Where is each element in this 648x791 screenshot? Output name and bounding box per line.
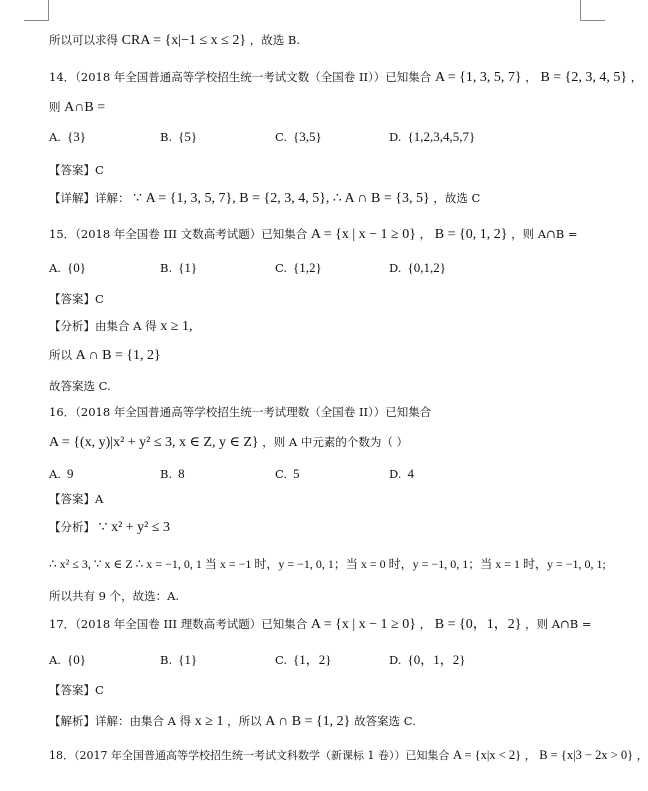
q16-option-a [49, 466, 73, 482]
formula: x ≥ 1, [160, 319, 193, 334]
option-letter: D. [389, 467, 402, 481]
option-value: 9 [66, 466, 74, 481]
formula: A = {x | x − 1 ≥ 0} [310, 227, 416, 242]
option-value: {5} [178, 129, 198, 144]
text: 18．（2017 年全国普通高等学校招生统一考试文科数学（新课标 1 卷））已知集合 [49, 749, 450, 762]
q16-conclusion [49, 588, 179, 604]
text: 16．（2018 年全国普通高等学校招生统一考试理数（全国卷 II））已知集合 [49, 405, 432, 419]
q15-option-c [275, 260, 322, 276]
text: ，则 A∩B = [511, 227, 578, 241]
q16-analysis [49, 519, 170, 536]
text: 则 [49, 100, 61, 114]
formula: B = {0, 1, 2} [434, 227, 508, 242]
option-value: {1,2,3,4,5,7} [407, 129, 476, 144]
q17-explanation [49, 713, 416, 730]
option-letter: A. [49, 467, 61, 481]
q17-option-a [49, 652, 86, 668]
formula: ∴ x² ≤ 3, ∵ x ∈ Z ∴ x = −1, 0, 1 当 x = −1 时，y = −1, 0, 1；当 x = 0 时，y = −1, 0, 1；当 x = 1 时，y = −1, 0, 1; [49, 557, 606, 571]
formula: x ≥ 1 [194, 714, 224, 729]
q17-answer [49, 682, 104, 698]
q15-answer [49, 291, 104, 307]
option-letter: D. [389, 130, 402, 144]
text: 【答案】C [49, 292, 104, 306]
q15-stem [49, 226, 577, 243]
option-value: 5 [293, 466, 300, 481]
prev-answer-line [49, 32, 300, 49]
text: 15．（2018 年全国卷 III 文数高考试题）已知集合 [49, 227, 308, 241]
formula: A = {(x, y)|x² + y² ≤ 3, x ∈ Z, y ∈ Z} [49, 435, 259, 450]
formula: ∵ x² + y² ≤ 3 [98, 520, 171, 535]
text: ， [524, 749, 536, 762]
q15-option-a [49, 260, 86, 276]
formula: A ∩ B = {1, 2} [75, 348, 161, 363]
option-value: {1} [178, 652, 198, 667]
text: ， [630, 70, 643, 84]
option-letter: C. [275, 467, 288, 481]
option-value: 8 [178, 466, 185, 481]
text: 【详解】详解： [49, 191, 130, 205]
option-value: {3} [66, 129, 86, 144]
q14-option-a [49, 129, 86, 145]
q16-analysis-2 [49, 556, 606, 573]
formula: A∩B = [64, 100, 106, 115]
option-letter: B. [160, 130, 173, 144]
q16-stem-cont [49, 434, 408, 451]
option-letter: C. [275, 130, 288, 144]
option-letter: D. [389, 261, 402, 275]
q14-option-c [275, 129, 322, 145]
option-letter: A. [49, 261, 61, 275]
text: ， [525, 70, 537, 84]
q15-conclusion [49, 378, 111, 394]
corner-mark-left [24, 0, 49, 21]
formula: A = {1, 3, 5, 7} [434, 70, 522, 85]
q14-explanation [49, 190, 480, 207]
option-value: {0，1，2} [407, 652, 466, 667]
option-value: {1} [178, 260, 198, 275]
q16-stem [49, 404, 431, 420]
q17-stem [49, 616, 591, 633]
q15-option-d [389, 260, 446, 276]
option-letter: A. [49, 130, 61, 144]
text: 【答案】C [49, 163, 104, 177]
q14-stem-cont [49, 99, 105, 116]
q17-option-b [160, 652, 197, 668]
q14-answer [49, 162, 104, 178]
text: 【解析】详解：由集合 A 得 [49, 714, 192, 728]
formula: A = {x|x < 2} [452, 748, 522, 762]
text: 所以共有 9 个，故选：A. [49, 589, 180, 603]
text: 故答案选 C. [49, 379, 111, 393]
text: 【分析】由集合 A 得 [49, 319, 157, 333]
text: ， [419, 227, 432, 241]
text: 14．（2018 年全国普通高等学校招生统一考试文数（全国卷 II））已知集合 [49, 70, 432, 84]
q16-option-b [160, 466, 185, 482]
option-value: 4 [407, 466, 414, 481]
text: ，所以 [227, 714, 262, 728]
formula: CRA = {x|−1 ≤ x ≤ 2} [121, 33, 247, 48]
option-value: {0} [66, 652, 86, 667]
option-letter: B. [160, 653, 173, 667]
corner-mark-right [580, 0, 605, 21]
option-letter: B. [160, 261, 173, 275]
option-letter: C. [275, 261, 288, 275]
q16-option-d [389, 466, 414, 482]
option-value: {0,1,2} [407, 260, 446, 275]
text: ，故选 C [433, 191, 481, 205]
q16-answer [49, 491, 103, 507]
text: ，则 A∩B = [525, 617, 592, 631]
option-letter: D. [389, 653, 402, 667]
formula: ∵ A = {1, 3, 5, 7}, B = {2, 3, 4, 5}, ∴ A ∩ B = {3, 5} [133, 191, 430, 206]
option-value: {1，2} [293, 652, 332, 667]
option-value: {3,5} [293, 129, 322, 144]
text: 所以可以求得 [49, 33, 118, 47]
text: 【答案】C [49, 683, 104, 697]
formula: A = {x | x − 1 ≥ 0} [310, 617, 416, 632]
text: 17．（2018 年全国卷 III 理数高考试题）已知集合 [49, 617, 308, 631]
formula: B = {x|3 − 2x > 0} [539, 748, 634, 762]
text: 【答案】A [49, 492, 104, 506]
q14-stem [49, 69, 642, 86]
option-letter: A. [49, 653, 61, 667]
q17-option-c [275, 652, 332, 668]
text: ， [636, 749, 648, 762]
q16-option-c [275, 466, 300, 482]
formula: B = {0，1，2} [434, 617, 522, 632]
text: 故答案选 C. [354, 714, 416, 728]
q17-option-d [389, 652, 465, 668]
text: ，故选 B. [249, 33, 300, 47]
text: 所以 [49, 348, 72, 362]
text: ，则 A 中元素的个数为（ ） [262, 435, 409, 449]
formula: A ∩ B = {1, 2} [265, 714, 351, 729]
option-value: {0} [66, 260, 86, 275]
option-value: {1,2} [293, 260, 322, 275]
option-letter: C. [275, 653, 288, 667]
q14-option-d [389, 129, 475, 145]
q15-option-b [160, 260, 197, 276]
formula: B = {2, 3, 4, 5} [540, 70, 628, 85]
q14-option-b [160, 129, 197, 145]
q18-stem [49, 747, 648, 764]
text: ， [419, 617, 432, 631]
text: 【分析】 [49, 520, 95, 534]
q15-analysis-2 [49, 347, 161, 364]
q15-analysis [49, 318, 192, 335]
option-letter: B. [160, 467, 173, 481]
